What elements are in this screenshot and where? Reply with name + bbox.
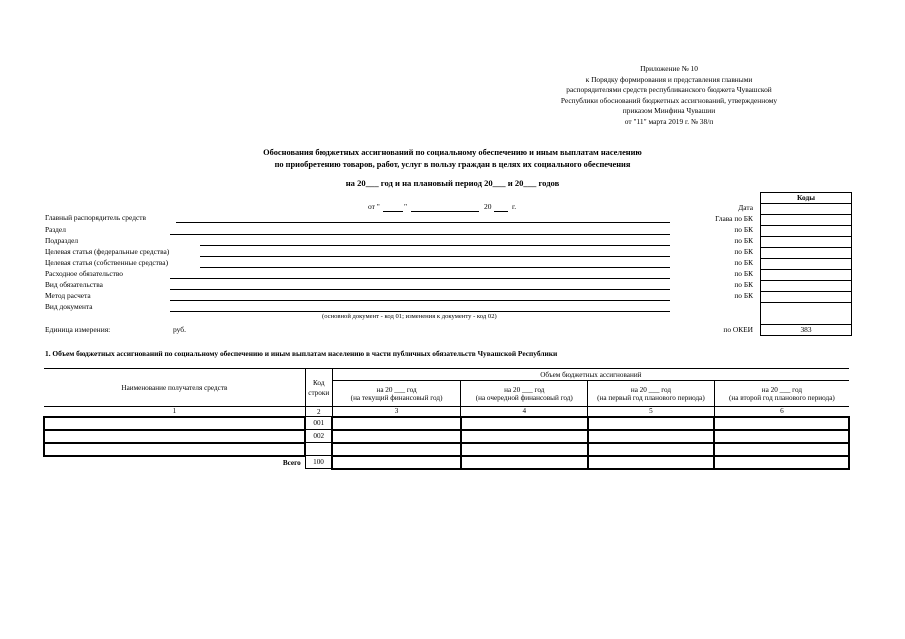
value-cell[interactable] — [714, 443, 849, 456]
date-quote: " — [404, 202, 408, 211]
value-cell[interactable] — [588, 430, 715, 443]
field-input-target-federal[interactable] — [200, 256, 670, 257]
date-year-field[interactable] — [494, 211, 508, 212]
col-header-recipient: Наименование получателя средств — [44, 369, 305, 407]
value-cell[interactable] — [461, 430, 588, 443]
row-code-cell — [305, 443, 332, 456]
code-cell-chapter[interactable] — [761, 215, 851, 226]
total-value-cell[interactable] — [588, 456, 715, 469]
value-cell[interactable] — [332, 443, 461, 456]
col-header-year-plan2 — [714, 381, 849, 407]
field-label-section: Раздел — [45, 225, 66, 234]
value-cell[interactable] — [332, 417, 461, 430]
field-label-subsection: Подраздел — [45, 236, 79, 245]
field-label-doc-type: Вид документа — [45, 302, 93, 311]
code-label-bk: по БК — [734, 258, 753, 267]
field-input-calc-method[interactable] — [170, 300, 670, 301]
appendix-line: от "11" марта 2019 г. № 38/п — [624, 116, 714, 126]
code-cell-section[interactable] — [761, 226, 851, 237]
date-year-prefix: 20 — [484, 202, 492, 211]
col-header-row-code: Код строки — [305, 369, 332, 407]
col-header-year-next — [461, 381, 588, 407]
date-day-field[interactable] — [383, 211, 403, 212]
date-suffix: г. — [512, 202, 517, 211]
code-label-okei: по ОКЕИ — [723, 325, 753, 334]
value-cell[interactable] — [588, 417, 715, 430]
year-plan1-line2: (на первый год планового периода) — [597, 393, 705, 402]
field-input-main-manager[interactable] — [176, 222, 670, 223]
appendix-note — [519, 64, 819, 127]
col-number: 4 — [461, 407, 588, 417]
total-value-cell[interactable] — [461, 456, 588, 469]
field-input-target-own[interactable] — [200, 267, 670, 268]
document-title-line1: Обоснования бюджетных ассигнований по социальному обеспечению и иным выплатам населению — [263, 148, 642, 157]
field-label-obligation-type: Вид обязательства — [45, 280, 103, 289]
field-input-section[interactable] — [170, 234, 670, 235]
field-input-subsection[interactable] — [200, 245, 670, 246]
total-value-cell[interactable] — [714, 456, 849, 469]
unit-label: Единица измерения: — [45, 325, 111, 334]
allocations-table — [43, 368, 850, 470]
table-row — [44, 430, 849, 443]
col-number: 5 — [588, 407, 715, 417]
appendix-line: Республики обоснований бюджетных ассигнований, утвержденному — [560, 95, 778, 105]
year-next-line2: (на очередной финансовый год) — [475, 393, 573, 402]
appendix-line: Приложение № 10 — [640, 64, 698, 73]
year-plan2-line1: на 20 ___ год — [761, 385, 802, 394]
appendix-line: к Порядку формирования и представления главными — [585, 74, 753, 84]
col-number: 2 — [305, 407, 332, 417]
value-cell[interactable] — [461, 443, 588, 456]
code-cell-okei: 383 — [800, 325, 812, 334]
document-title-line2: по приобретению товаров, работ, услуг в пользу граждан в целях их социального обеспечения — [274, 160, 631, 169]
col-number: 6 — [714, 407, 849, 417]
code-label-bk: по БК — [734, 269, 753, 278]
codes-header: Коды — [761, 193, 851, 204]
unit-value: руб. — [173, 325, 186, 334]
table-row — [44, 417, 849, 430]
document-period: на 20___ год и на плановый период 20___ и 20___ годов — [345, 178, 560, 188]
col-number: 3 — [332, 407, 461, 417]
row-code-cell: 002 — [305, 430, 332, 443]
field-label-calc-method: Метод расчета — [45, 291, 91, 300]
total-code-cell: 100 — [305, 456, 332, 469]
code-label-bk: по БК — [734, 225, 753, 234]
date-prefix: от " — [368, 202, 380, 211]
recipient-cell[interactable] — [44, 443, 305, 456]
code-label-bk: по БК — [734, 236, 753, 245]
col-header-year-current — [332, 381, 461, 407]
code-label-chapter: Глава по БК — [715, 214, 753, 223]
field-input-obligation-type[interactable] — [170, 289, 670, 290]
value-cell[interactable] — [461, 417, 588, 430]
code-cell-target-own[interactable] — [761, 259, 851, 270]
field-label-target-own: Целевая статья (собственные средства) — [45, 258, 169, 267]
value-cell[interactable] — [714, 430, 849, 443]
total-value-cell[interactable] — [332, 456, 461, 469]
value-cell[interactable] — [714, 417, 849, 430]
total-row — [44, 456, 849, 469]
doc-type-note: (основной документ - код 01; изменения к документу - код 02) — [322, 313, 497, 320]
column-numbers-row — [44, 407, 849, 417]
code-label-bk: по БК — [734, 291, 753, 300]
code-label-bk: по БК — [734, 280, 753, 289]
code-label-date: Дата — [738, 203, 753, 212]
codes-box — [760, 192, 852, 336]
field-label-main-manager: Главный распорядитель средств — [45, 213, 146, 222]
section-1-heading: 1. Объем бюджетных ассигнований по социальному обеспечению и иным выплатам населению в части публичных обязательств Чувашской Республики — [45, 349, 558, 358]
year-plan1-line1: на 20 ___ год — [630, 385, 672, 394]
col-header-year-plan1 — [588, 381, 715, 407]
code-cell-doc-type[interactable] — [761, 303, 851, 325]
field-label-target-federal: Целевая статья (федеральные средства) — [45, 247, 170, 256]
recipient-cell[interactable] — [44, 417, 305, 430]
appendix-line: приказом Минфина Чувашии — [622, 106, 716, 115]
year-current-line2: (на текущий финансовый год) — [350, 393, 443, 402]
year-current-line1: на 20 ___ год — [376, 385, 417, 394]
year-plan2-line2: (на второй год планового периода) — [729, 393, 835, 402]
code-cell-obligation-type[interactable] — [761, 281, 851, 292]
code-cell-date[interactable] — [761, 204, 851, 215]
recipient-cell[interactable] — [44, 430, 305, 443]
code-cell-calc-method[interactable] — [761, 292, 851, 303]
date-month-field[interactable] — [411, 211, 479, 212]
total-label: Всего — [282, 458, 301, 467]
col-number: 1 — [44, 407, 305, 417]
table-row — [44, 443, 849, 456]
field-input-doc-type[interactable] — [170, 311, 670, 312]
col-header-group: Объем бюджетных ассигнований — [332, 369, 849, 381]
field-label-expense-obligation: Расходное обязательство — [45, 269, 123, 278]
code-label-bk: по БК — [734, 247, 753, 256]
row-code-cell: 001 — [305, 417, 332, 430]
field-input-expense-obligation[interactable] — [170, 278, 670, 279]
code-cell-expense[interactable] — [761, 270, 851, 281]
code-cell-subsection[interactable] — [761, 237, 851, 248]
year-next-line1: на 20 ___ год — [504, 385, 545, 394]
value-cell[interactable] — [332, 430, 461, 443]
appendix-line: распорядителями средств республиканского бюджета Чувашской — [566, 85, 772, 94]
value-cell[interactable] — [588, 443, 715, 456]
code-cell-target-federal[interactable] — [761, 248, 851, 259]
